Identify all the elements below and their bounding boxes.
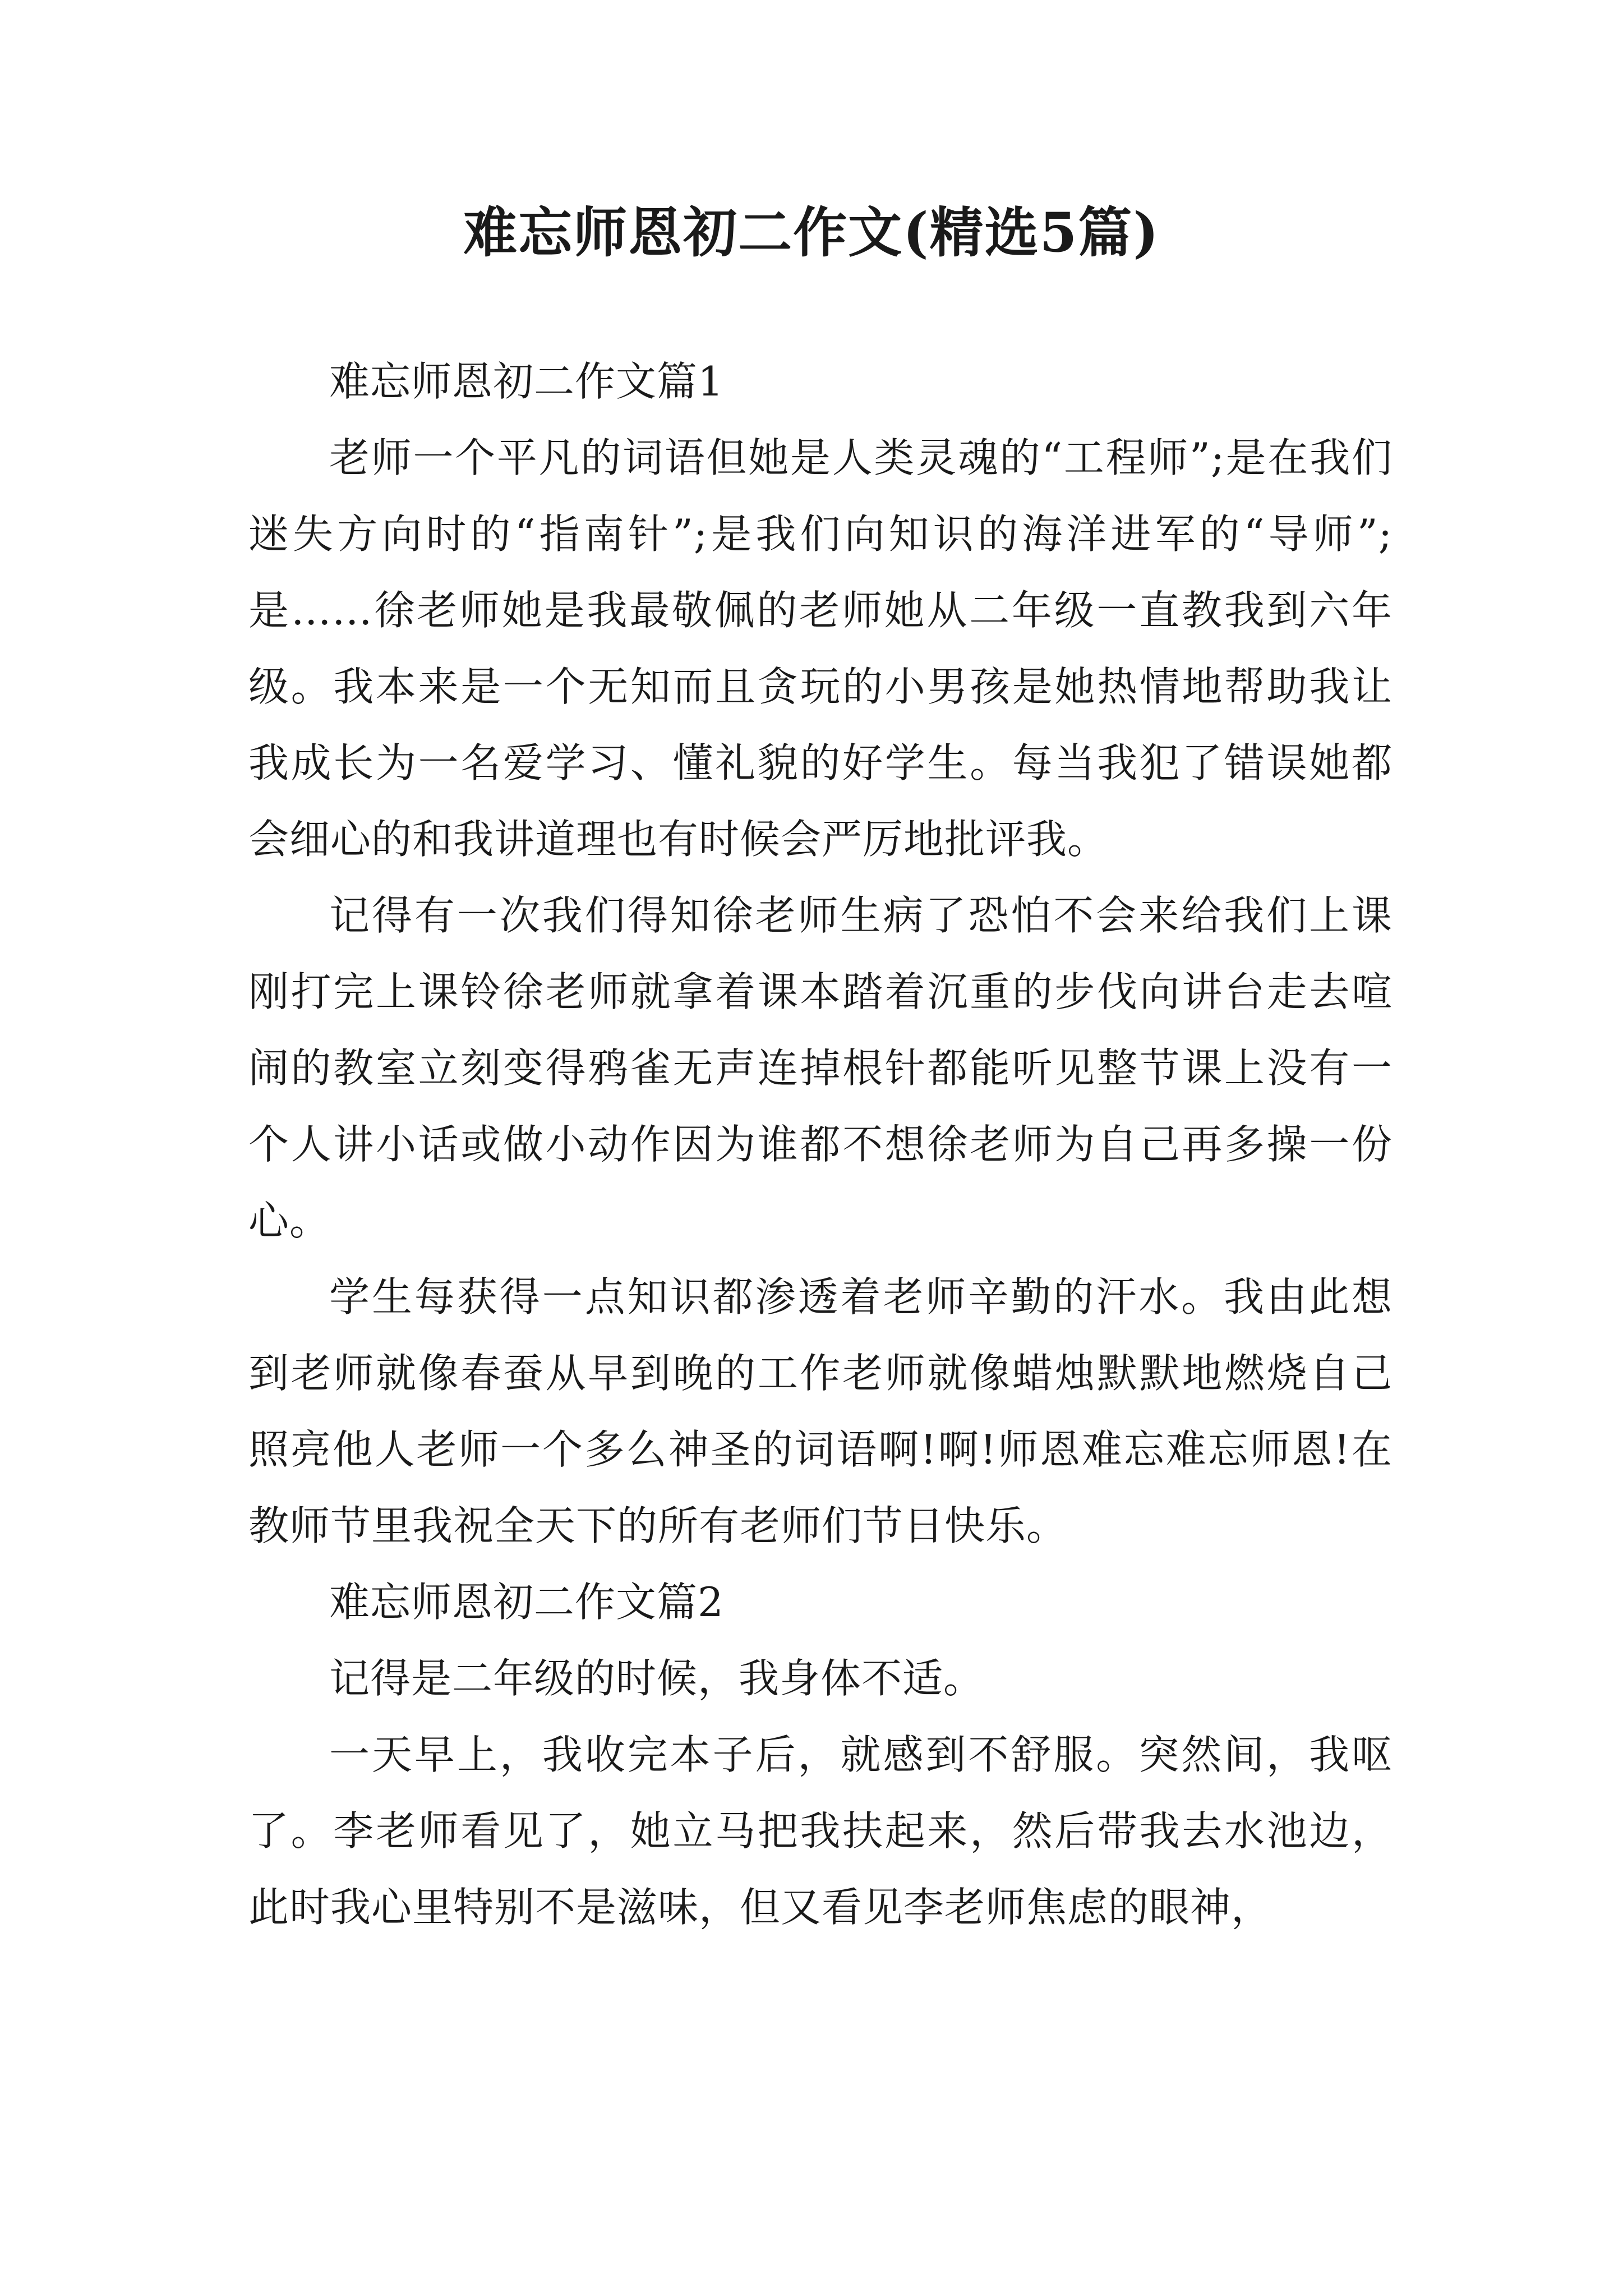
document-body [248, 343, 1393, 1945]
section-heading-1: 难忘师恩初二作文篇1 [329, 358, 724, 405]
paragraph: 学生每获得一点知识都渗透着老师辛勤的汗水。我由此想到老师就像春蚕从早到晚的工作老师就像蜡烛默默地燃烧自己照亮他人老师一个多么神圣的词语啊!啊!师恩难忘难忘师恩!在教师节里我祝全天下的所有老师们节日快乐。 [248, 1273, 1393, 1549]
section-heading-2: 难忘师恩初二作文篇2 [329, 1579, 724, 1626]
paragraph: 记得是二年级的时候，我身体不适。 [329, 1655, 985, 1702]
paragraph: 老师一个平凡的词语但她是人类灵魂的“工程师”;是在我们迷失方向时的“指南针”;是我们向知识的海洋进军的“导师”;是……徐老师她是我最敬佩的老师她从二年级一直教我到六年级。我本来是一个无知而且贪玩的小男孩是她热情地帮助我让我成长为一名爱学习、懂礼貌的好学生。每当我犯了错误她都会细心的和我讲道理也有时候会严厉地批评我。 [248, 434, 1393, 863]
paragraph: 一天早上，我收完本子后，就感到不舒服。突然间，我呕了。李老师看见了，她立马把我扶起来，然后带我去水池边，此时我心里特别不是滋味，但又看见李老师焦虑的眼神， [248, 1731, 1393, 1931]
document-title: 难忘师恩初二作文(精选5篇) [463, 201, 1160, 264]
paragraph: 记得有一次我们得知徐老师生病了恐怕不会来给我们上课刚打完上课铃徐老师就拿着课本踏着沉重的步伐向讲台走去喧闹的教室立刻变得鸦雀无声连掉根针都能听见整节课上没有一个人讲小话或做小动作因为谁都不想徐老师为自己再多操一份心。 [248, 892, 1393, 1244]
